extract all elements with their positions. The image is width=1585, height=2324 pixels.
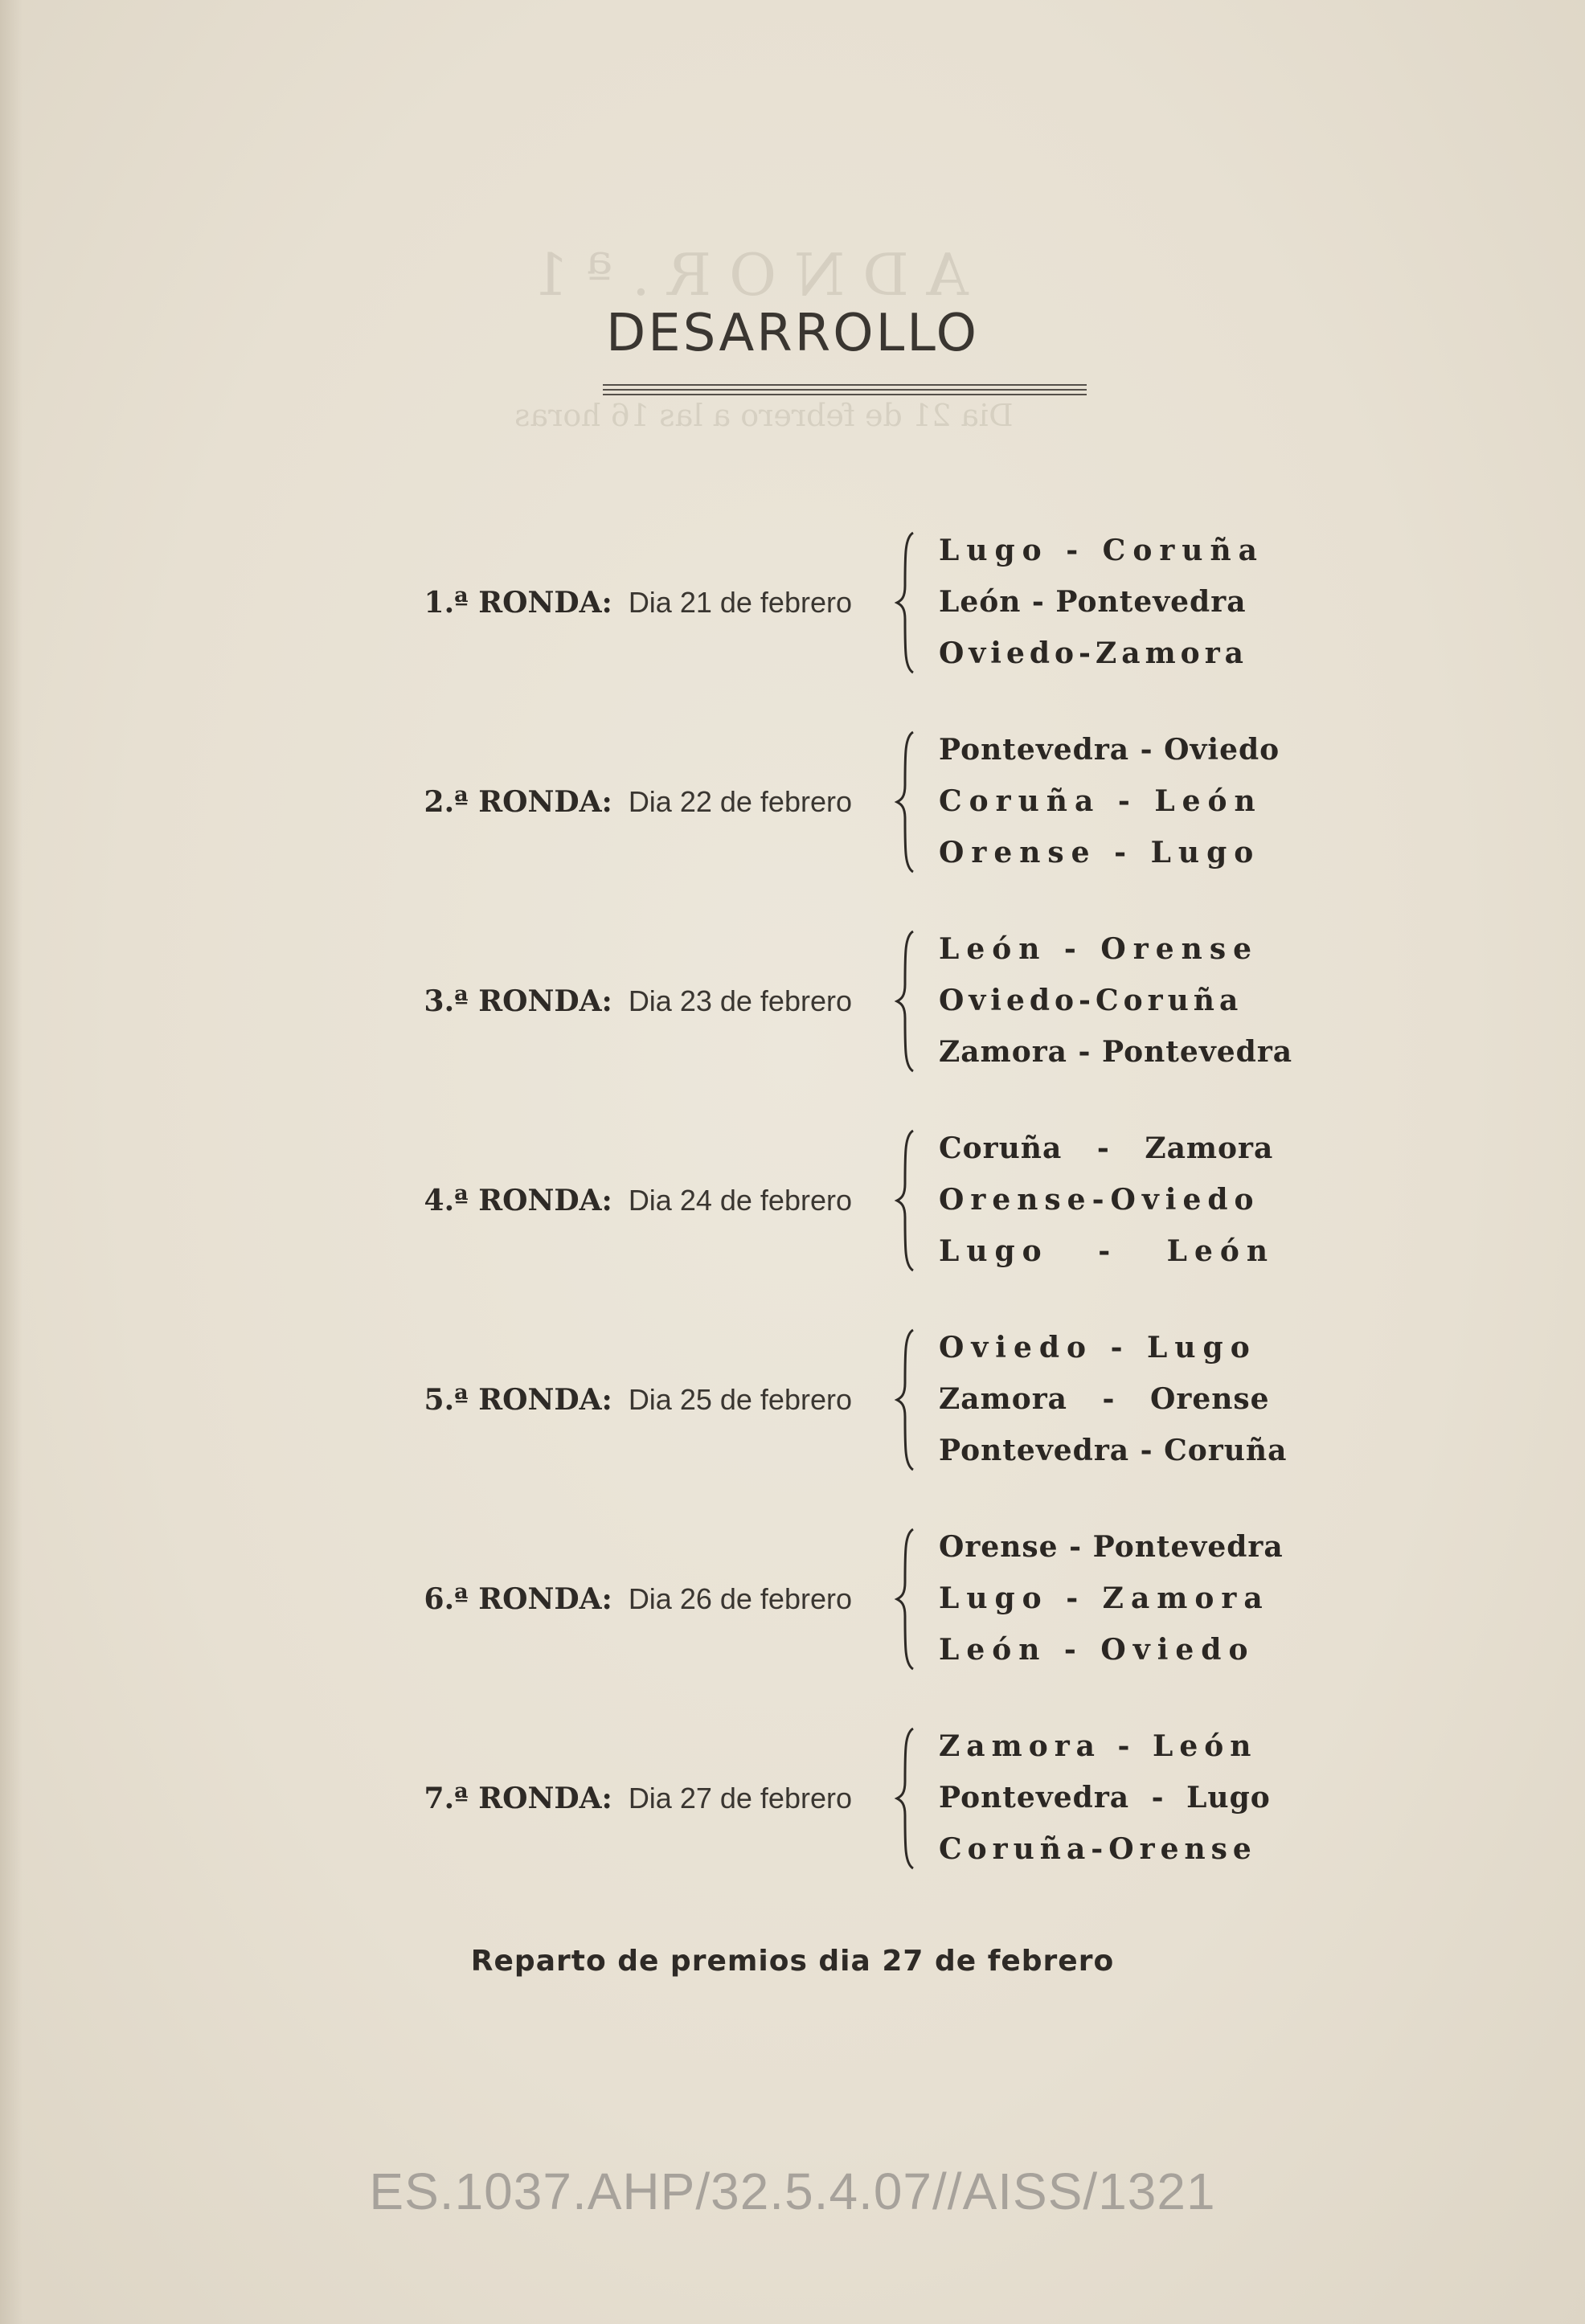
round-number: 1.ª RONDA:: [424, 586, 612, 620]
show-through-text: ADNOR.ª1: [514, 241, 969, 309]
match-list: [939, 1714, 1276, 1883]
brace-icon: [892, 1127, 921, 1274]
round-row: [0, 1714, 1585, 1883]
round-label: [338, 518, 852, 687]
round-number: 4.ª RONDA:: [424, 1184, 612, 1217]
round-row: [0, 1315, 1585, 1484]
match-list: [939, 1515, 1284, 1684]
round-date: Dia 26 de febrero: [628, 1582, 852, 1615]
match-item: Orense - Pontevedra: [939, 1530, 1284, 1564]
match-item: Lugo - Zamora: [939, 1581, 1270, 1615]
match-item: León - Oviedo: [939, 1633, 1255, 1667]
match-item: Lugo - León: [939, 1234, 1276, 1268]
round-number: 7.ª RONDA:: [424, 1782, 612, 1815]
round-date: Dia 21 de febrero: [628, 586, 852, 619]
title-underline: [603, 384, 1087, 400]
match-list: [939, 518, 1276, 687]
match-item: Coruña-Orense: [939, 1832, 1257, 1866]
round-label: [338, 1515, 852, 1684]
match-list: [939, 917, 1293, 1086]
brace-icon: [892, 928, 921, 1074]
brace-icon: [892, 729, 921, 875]
brace-icon: [892, 1327, 921, 1473]
round-label: [338, 718, 852, 886]
match-item: Pontevedra - Coruña: [939, 1434, 1288, 1467]
match-item: Zamora - Pontevedra: [939, 1035, 1293, 1069]
round-row: [0, 518, 1585, 687]
round-label: [338, 1714, 852, 1883]
brace-icon: [892, 530, 921, 676]
match-item: Coruña - Zamora: [939, 1131, 1274, 1165]
brace-icon: [892, 1526, 921, 1672]
match-item: Oviedo-Zamora: [939, 636, 1248, 670]
match-item: Zamora - Orense: [939, 1382, 1270, 1416]
match-item: Orense - Lugo: [939, 836, 1261, 869]
match-list: [939, 718, 1280, 886]
archive-reference: ES.1037.AHP/32.5.4.07//AISS/1321: [369, 2162, 1216, 2220]
round-date: Dia 22 de febrero: [628, 785, 852, 818]
page-title: DESARROLLO: [605, 304, 980, 363]
round-label: [338, 917, 852, 1086]
round-row: [0, 718, 1585, 886]
show-through-text: Dia 21 de febrero a las 16 horas: [514, 398, 1014, 433]
round-number: 2.ª RONDA:: [424, 785, 612, 819]
round-number: 5.ª RONDA:: [424, 1383, 612, 1417]
round-number: 6.ª RONDA:: [424, 1582, 612, 1616]
brace-icon: [892, 1725, 921, 1872]
match-item: Pontevedra - Lugo: [939, 1781, 1271, 1815]
round-date: Dia 23 de febrero: [628, 984, 852, 1017]
round-number: 3.ª RONDA:: [424, 984, 612, 1018]
match-item: Lugo - Coruña: [939, 534, 1264, 567]
round-date: Dia 25 de febrero: [628, 1383, 852, 1416]
round-label: [338, 1116, 852, 1285]
prize-giving-note: Reparto de premios dia 27 de febrero: [470, 1945, 1115, 1978]
round-date: Dia 24 de febrero: [628, 1184, 852, 1217]
match-list: [939, 1315, 1288, 1484]
round-row: [0, 1515, 1585, 1684]
match-list: [939, 1116, 1276, 1285]
round-row: [0, 1116, 1585, 1285]
match-item: Oviedo - Lugo: [939, 1331, 1257, 1365]
match-item: Pontevedra - Oviedo: [939, 733, 1280, 767]
round-label: [338, 1315, 852, 1484]
match-item: Oviedo-Coruña: [939, 984, 1243, 1017]
match-item: León - Pontevedra: [939, 585, 1247, 619]
match-item: Zamora - León: [939, 1729, 1258, 1763]
match-item: Coruña - León: [939, 784, 1263, 818]
match-item: León - Orense: [939, 932, 1259, 966]
round-row: [0, 917, 1585, 1086]
match-item: Orense-Oviedo: [939, 1183, 1260, 1217]
round-date: Dia 27 de febrero: [628, 1782, 852, 1815]
